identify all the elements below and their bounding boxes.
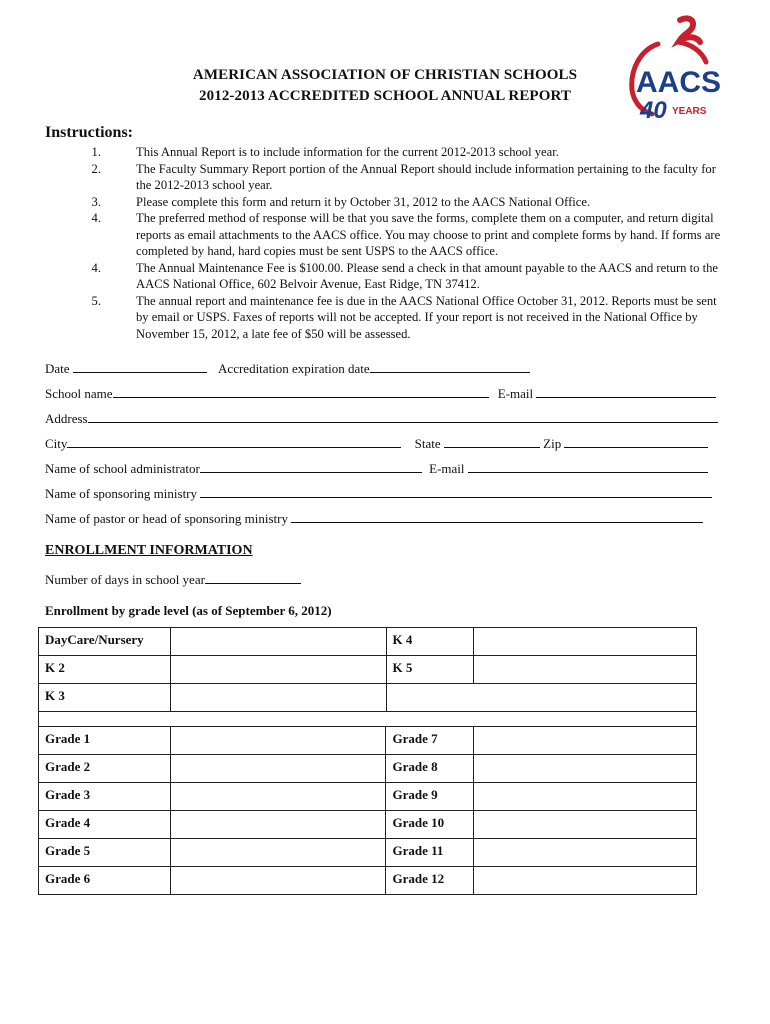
city-label: City xyxy=(45,436,68,451)
table-row xyxy=(39,867,697,895)
grade-field[interactable] xyxy=(170,783,386,811)
pastor-field[interactable] xyxy=(291,510,703,523)
accreditation-label: Accreditation expiration date xyxy=(218,361,370,376)
table-row xyxy=(39,684,697,712)
table-row xyxy=(39,755,697,783)
grade-level-heading: Enrollment by grade level (as of September 6, 2012) xyxy=(45,603,332,618)
days-row xyxy=(45,571,301,588)
instruction-item xyxy=(45,161,725,194)
grade-label: Grade 10 xyxy=(386,811,474,839)
date-label: Date xyxy=(45,361,70,376)
school-name-label: School name xyxy=(45,386,113,401)
grade-field[interactable] xyxy=(474,727,697,755)
email-field[interactable] xyxy=(536,385,716,398)
school-name-row xyxy=(45,385,716,402)
instruction-item xyxy=(45,194,725,211)
grade-field[interactable] xyxy=(474,783,697,811)
daycare-field[interactable] xyxy=(170,628,386,656)
k4-label: K 4 xyxy=(386,628,474,656)
spacer-row xyxy=(39,712,697,727)
instruction-number: 1. xyxy=(91,145,101,159)
instruction-number: 3. xyxy=(91,194,101,209)
grade-field[interactable] xyxy=(170,727,386,755)
administrator-label: Name of school administrator xyxy=(45,461,200,476)
grade-label: Grade 6 xyxy=(39,867,171,895)
instruction-item xyxy=(45,210,725,260)
k3-field[interactable] xyxy=(170,684,386,712)
zip-label: Zip xyxy=(543,436,562,451)
instruction-text: Please complete this form and return it by October 31, 2012 to the AACS National Office. xyxy=(136,194,591,209)
grade-field[interactable] xyxy=(170,867,386,895)
instruction-number: 5. xyxy=(91,293,101,308)
administrator-row xyxy=(45,460,708,477)
ministry-label: Name of sponsoring ministry xyxy=(45,486,198,501)
days-label: Number of days in school year xyxy=(45,572,205,587)
state-field[interactable] xyxy=(444,435,540,448)
instruction-number: 4. xyxy=(91,260,101,275)
instructions-heading: Instructions: xyxy=(45,124,134,141)
instruction-item xyxy=(45,144,725,161)
grade-label: Grade 11 xyxy=(386,839,474,867)
address-field[interactable] xyxy=(88,410,718,423)
ministry-field[interactable] xyxy=(200,485,712,498)
grade-field[interactable] xyxy=(474,839,697,867)
grade-field[interactable] xyxy=(170,811,386,839)
address-label: Address xyxy=(45,411,88,426)
email-label: E-mail xyxy=(497,386,534,401)
pastor-row xyxy=(45,510,703,527)
date-row xyxy=(45,360,530,377)
admin-email-label: E-mail xyxy=(429,461,465,476)
instruction-number: 2. xyxy=(91,161,101,176)
instruction-text: The preferred method of response will be that you save the forms, complete them on a computer, and return digital reports as email attachments to the AACS office. You may choose to print and complete forms by hand. If forms are completed by hand, hard copies must be sent USPS to the AACS office. xyxy=(136,211,721,258)
grade-label: Grade 9 xyxy=(386,783,474,811)
k3-label: K 3 xyxy=(39,684,171,712)
zip-field[interactable] xyxy=(564,435,708,448)
instructions-list xyxy=(45,144,725,342)
state-label: State xyxy=(414,436,441,451)
k5-label: K 5 xyxy=(386,656,474,684)
pastor-label: Name of pastor or head of sponsoring ministry xyxy=(45,511,288,526)
school-name-field[interactable] xyxy=(113,385,489,398)
k2-label: K 2 xyxy=(39,656,171,684)
table-row xyxy=(39,839,697,867)
table-row xyxy=(39,628,697,656)
grade-field[interactable] xyxy=(474,811,697,839)
grade-label: Grade 8 xyxy=(386,755,474,783)
logo-number: 40 xyxy=(640,97,667,124)
instruction-text: This Annual Report is to include information for the current 2012-2013 school year. xyxy=(136,145,559,159)
empty-cell xyxy=(386,684,696,712)
grade-label: Grade 1 xyxy=(39,727,171,755)
table-row xyxy=(39,727,697,755)
logo-years: YEARS xyxy=(672,106,707,117)
grade-label: Grade 7 xyxy=(386,727,474,755)
instruction-item xyxy=(45,293,725,343)
report-title-line2: 2012-2013 ACCREDITED SCHOOL ANNUAL REPORT xyxy=(199,88,571,104)
grade-field[interactable] xyxy=(170,839,386,867)
k5-field[interactable] xyxy=(474,656,697,684)
city-row xyxy=(45,435,708,452)
instruction-text: The Annual Maintenance Fee is $100.00. Please send a check in that amount payable to the AACS and return to the AACS National Office, 602 Belvoir Avenue, East Ridge, TN 37412. xyxy=(136,260,718,291)
table-row xyxy=(39,656,697,684)
admin-email-field[interactable] xyxy=(468,460,708,473)
city-field[interactable] xyxy=(67,435,401,448)
ministry-row xyxy=(45,485,712,502)
grade-field[interactable] xyxy=(474,867,697,895)
grade-label: Grade 5 xyxy=(39,839,171,867)
administrator-field[interactable] xyxy=(200,460,422,473)
spacer-cell xyxy=(39,712,697,727)
grade-label: Grade 4 xyxy=(39,811,171,839)
instruction-number: 4. xyxy=(91,211,101,225)
k2-field[interactable] xyxy=(170,656,386,684)
logo-text: AACS xyxy=(636,66,722,99)
daycare-label: DayCare/Nursery xyxy=(39,628,171,656)
table-row xyxy=(39,811,697,839)
grade-field[interactable] xyxy=(474,755,697,783)
instruction-text: The Faculty Summary Report portion of the Annual Report should include information pertaining to the faculty for the 2012-2013 school year. xyxy=(136,161,716,192)
grade-label: Grade 2 xyxy=(39,755,171,783)
grade-label: Grade 12 xyxy=(386,867,474,895)
accreditation-date-field[interactable] xyxy=(370,360,530,373)
date-field[interactable] xyxy=(73,360,207,373)
report-title-line1: AMERICAN ASSOCIATION OF CHRISTIAN SCHOOLS xyxy=(192,67,578,83)
address-row xyxy=(45,410,718,427)
grade-label: Grade 3 xyxy=(39,783,171,811)
grade-field[interactable] xyxy=(170,755,386,783)
early-enrollment-table xyxy=(38,627,697,727)
instruction-item xyxy=(45,260,725,293)
enrollment-heading: ENROLLMENT INFORMATION xyxy=(45,543,253,558)
table-row xyxy=(39,783,697,811)
days-field[interactable] xyxy=(205,571,301,584)
instruction-text: The annual report and maintenance fee is due in the AACS National Office October 31, 2012. Reports must be sent by email or USPS. Faxes of reports will not be accepted. If your report is not received in the National Office by November 15, 2012, a late fee of $50 will be assessed. xyxy=(136,293,717,341)
k4-field[interactable] xyxy=(474,628,697,656)
grade-enrollment-table xyxy=(38,726,697,895)
